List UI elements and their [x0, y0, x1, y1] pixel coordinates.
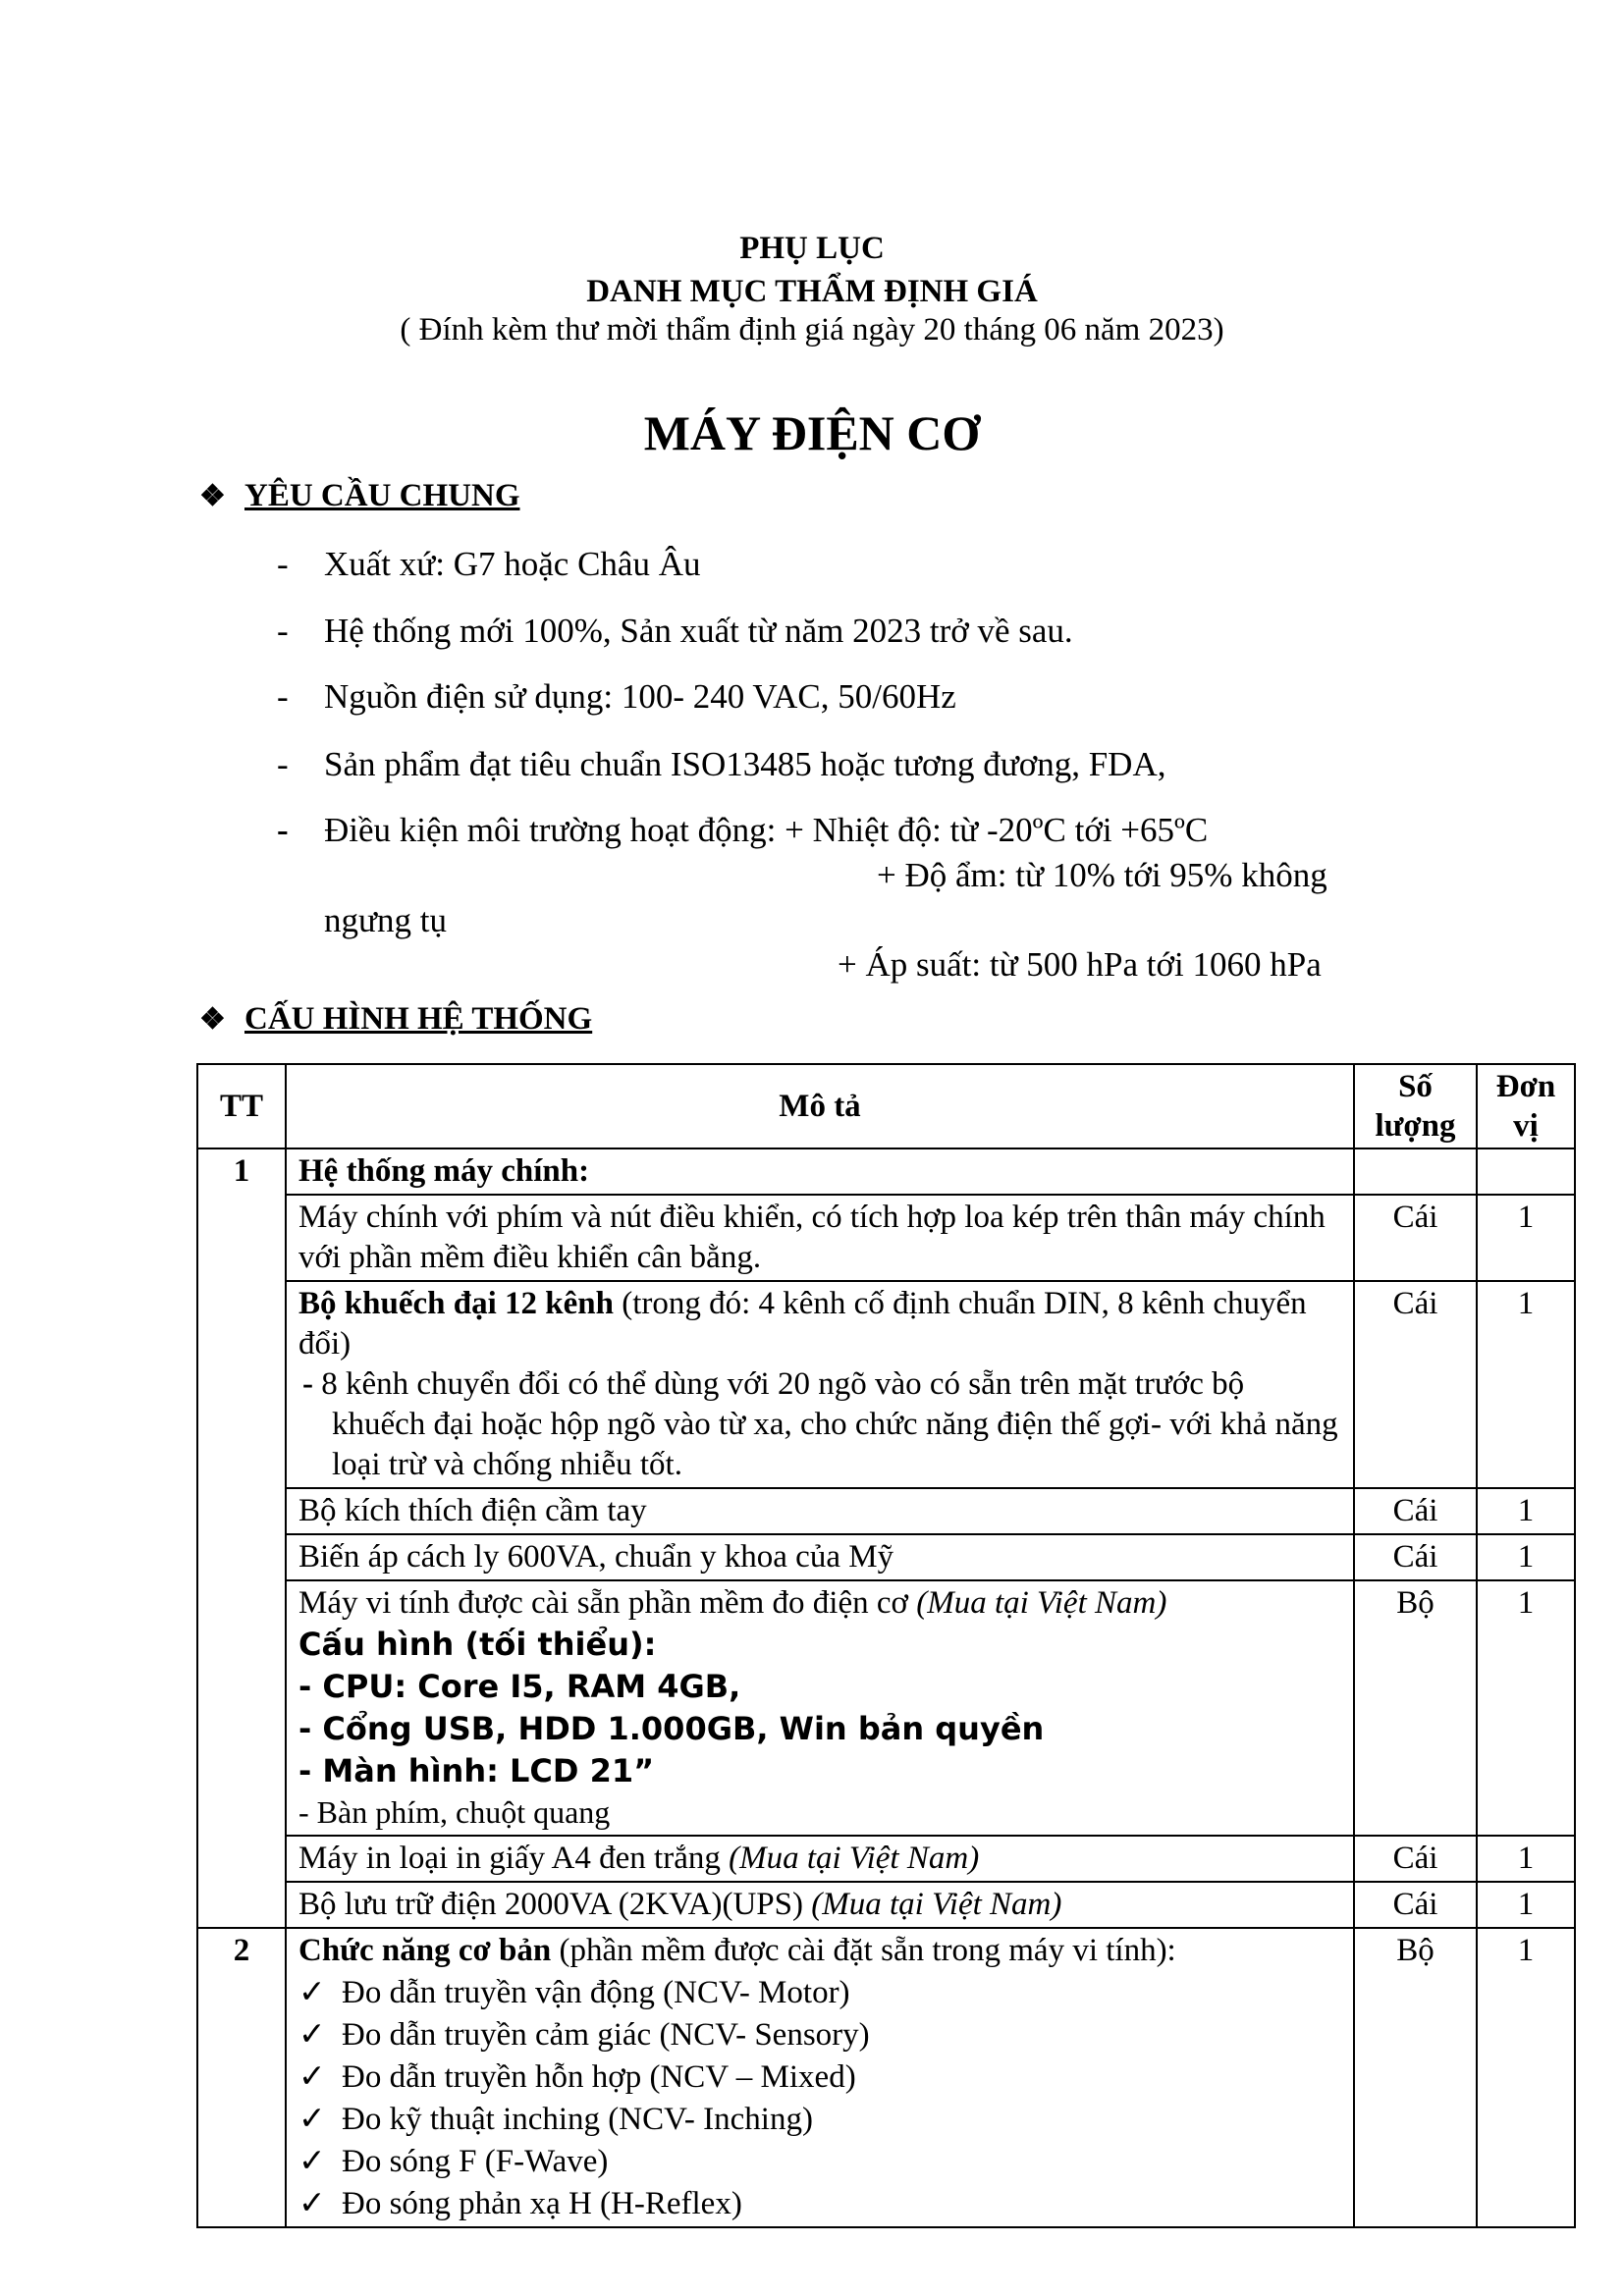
req-humidity: + Độ ẩm: từ 10% tới 95% không	[877, 856, 1327, 894]
header-qty: Số lượng	[1354, 1064, 1477, 1148]
row-desc: Máy in loại in giấy A4 đen trắng (Mua tại Việt Nam)	[286, 1836, 1354, 1882]
header-tt: TT	[197, 1064, 286, 1148]
row-desc: Máy chính với phím và nút điều khiển, có tích hợp loa kép trên thân máy chính với phần mềm điều khiển cân bằng.	[286, 1195, 1354, 1281]
row-qty: Bộ	[1354, 1580, 1477, 1836]
config-item: - Cổng USB, HDD 1.000GB, Win bản quyền	[298, 1710, 1045, 1747]
header-line-3: ( Đính kèm thư mời thẩm định giá ngày 20 tháng 06 năm 2023)	[400, 312, 1224, 347]
row-unit: 1	[1477, 1534, 1575, 1580]
row-qty: Bộ	[1354, 1928, 1477, 2227]
dash-bullet: -	[277, 612, 289, 650]
row-unit: 1	[1477, 1488, 1575, 1534]
group-title-1: Hệ thống máy chính:	[286, 1148, 1354, 1195]
row-unit: 1	[1477, 1836, 1575, 1882]
row-unit: 1	[1477, 1580, 1575, 1836]
table-row	[197, 1148, 1575, 1195]
empty-cell	[1477, 1148, 1575, 1195]
req-humidity-cont: ngưng tụ	[324, 901, 447, 939]
req-new	[277, 612, 1073, 651]
table-header-row	[197, 1064, 1575, 1148]
row-desc: Bộ khuếch đại 12 kênh (trong đó: 4 kênh cố định chuẩn DIN, 8 kênh chuyển đổi) - 8 kênh chuyển đổi có thể dùng với 20 ngõ vào có sẵn trên mặt trước bộ khuếch đại hoặc hộp ngõ vào từ xa, cho chức năng điện thế gợi- với khả năng loại trừ và chống nhiễu tốt.	[286, 1281, 1354, 1488]
checkmark-icon: ✓	[298, 2141, 326, 2179]
dash-bullet: -	[277, 811, 289, 849]
row-unit: 1	[1477, 1281, 1575, 1488]
row-qty: Cái	[1354, 1882, 1477, 1928]
header-desc: Mô tả	[286, 1064, 1354, 1148]
ups-note: (Mua tại Việt Nam)	[811, 1887, 1062, 1922]
diamond-bullet-icon: ❖	[199, 1003, 226, 1036]
table-row	[197, 1882, 1575, 1928]
req-pressure: + Áp suất: từ 500 hPa tới 1060 hPa	[838, 945, 1322, 984]
computer-desc: Máy vi tính được cài sẵn phần mềm đo điện cơ	[298, 1585, 917, 1621]
header-line-2: DANH MỤC THẨM ĐỊNH GIÁ	[586, 274, 1038, 309]
req-new-text: Hệ thống mới 100%, Sản xuất từ năm 2023 trở về sau.	[324, 612, 1073, 650]
config-table	[196, 1063, 1576, 2228]
req-power-text: Nguồn điện sử dụng: 100- 240 VAC, 50/60Hz	[324, 677, 956, 716]
req-power	[277, 677, 956, 717]
printer-note: (Mua tại Việt Nam)	[729, 1841, 980, 1876]
table-row	[197, 1836, 1575, 1882]
row-unit: 1	[1477, 1195, 1575, 1281]
table-row	[197, 1928, 1575, 2227]
amplifier-title: Bộ khuếch đại 12 kênh	[298, 1286, 614, 1321]
dash-bullet: -	[277, 677, 289, 716]
row-qty: Cái	[1354, 1534, 1477, 1580]
req-origin	[277, 545, 701, 584]
checkmark-icon: ✓	[298, 2056, 326, 2095]
functions-rest: (phần mềm được cài đặt sẵn trong máy vi tính):	[551, 1933, 1176, 1968]
computer-note: (Mua tại Việt Nam)	[916, 1585, 1167, 1621]
function-item: ✓ Đo dẫn truyền vận động (NCV- Motor)	[298, 1972, 850, 2010]
row-unit: 1	[1477, 1882, 1575, 1928]
section-general	[199, 478, 520, 514]
row-desc: Bộ lưu trữ điện 2000VA (2KVA)(UPS) (Mua tại Việt Nam)	[286, 1882, 1354, 1928]
section-config-label: CẤU HÌNH HỆ THỐNG	[244, 1001, 593, 1037]
row-qty: Cái	[1354, 1836, 1477, 1882]
empty-cell	[1354, 1148, 1477, 1195]
row-desc: Bộ kích thích điện cầm tay	[286, 1488, 1354, 1534]
section-config	[199, 1001, 592, 1038]
header-unit: Đơn vị	[1477, 1064, 1575, 1148]
table-row	[197, 1580, 1575, 1836]
function-item: ✓ Đo sóng F (F-Wave)	[298, 2141, 609, 2179]
row-tt-1: 1	[197, 1148, 286, 1928]
row-desc: Biến áp cách ly 600VA, chuẩn y khoa của Mỹ	[286, 1534, 1354, 1580]
table-row	[197, 1488, 1575, 1534]
row-desc	[286, 1580, 1354, 1836]
dash-bullet: -	[277, 545, 289, 583]
checkmark-icon: ✓	[298, 2099, 326, 2137]
req-origin-text: Xuất xứ: G7 hoặc Châu Âu	[324, 545, 701, 583]
functions-title: Chức năng cơ bản	[298, 1933, 552, 1968]
function-item: ✓ Đo dẫn truyền hỗn hợp (NCV – Mixed)	[298, 2056, 856, 2095]
row-qty: Cái	[1354, 1488, 1477, 1534]
checkmark-icon: ✓	[298, 2183, 326, 2221]
function-item: ✓ Đo sóng phản xạ H (H-Reflex)	[298, 2183, 742, 2221]
table-row	[197, 1195, 1575, 1281]
row-unit: 1	[1477, 1928, 1575, 2227]
dash-bullet: -	[277, 745, 289, 783]
req-env-text: Điều kiện môi trường hoạt động: + Nhiệt độ: từ -20ºC tới +65ºC	[324, 811, 1209, 849]
header-line-1: PHỤ LỤC	[739, 231, 885, 266]
amplifier-sub: 8 kênh chuyển đổi có thể dùng với 20 ngõ vào có sẵn trên mặt trước bộ khuếch đại hoặc hộp ngõ vào từ xa, cho chức năng điện thế gợi- với khả năng loại trừ và chống nhiễu tốt.	[321, 1366, 1338, 1482]
req-standard-text: Sản phẩm đạt tiêu chuẩn ISO13485 hoặc tương đương, FDA,	[324, 745, 1166, 783]
function-item: ✓ Đo kỹ thuật inching (NCV- Inching)	[298, 2099, 813, 2137]
config-item: - Màn hình: LCD 21”	[298, 1752, 655, 1789]
row-qty: Cái	[1354, 1281, 1477, 1488]
checkmark-icon: ✓	[298, 1972, 326, 2010]
document-title: MÁY ĐIỆN CƠ	[643, 405, 981, 460]
req-standard	[277, 745, 1166, 784]
config-item: - Bàn phím, chuột quang	[298, 1794, 611, 1830]
table-row	[197, 1281, 1575, 1488]
config-title: Cấu hình (tối thiểu):	[298, 1626, 657, 1663]
function-item: ✓ Đo dẫn truyền cảm giác (NCV- Sensory)	[298, 2014, 870, 2053]
diamond-bullet-icon: ❖	[199, 480, 226, 512]
row-tt-2: 2	[197, 1928, 286, 2227]
checkmark-icon: ✓	[298, 2014, 326, 2053]
amplifier-rest: (trong đó: 4 kênh cố định chuẩn DIN, 8 kênh chuyển đổi)	[298, 1286, 1307, 1362]
row-desc	[286, 1928, 1354, 2227]
row-qty: Cái	[1354, 1195, 1477, 1281]
config-item: - CPU: Core I5, RAM 4GB,	[298, 1668, 741, 1705]
section-general-label: YÊU CẦU CHUNG	[244, 478, 520, 513]
req-env	[277, 811, 1209, 850]
table-row	[197, 1534, 1575, 1580]
